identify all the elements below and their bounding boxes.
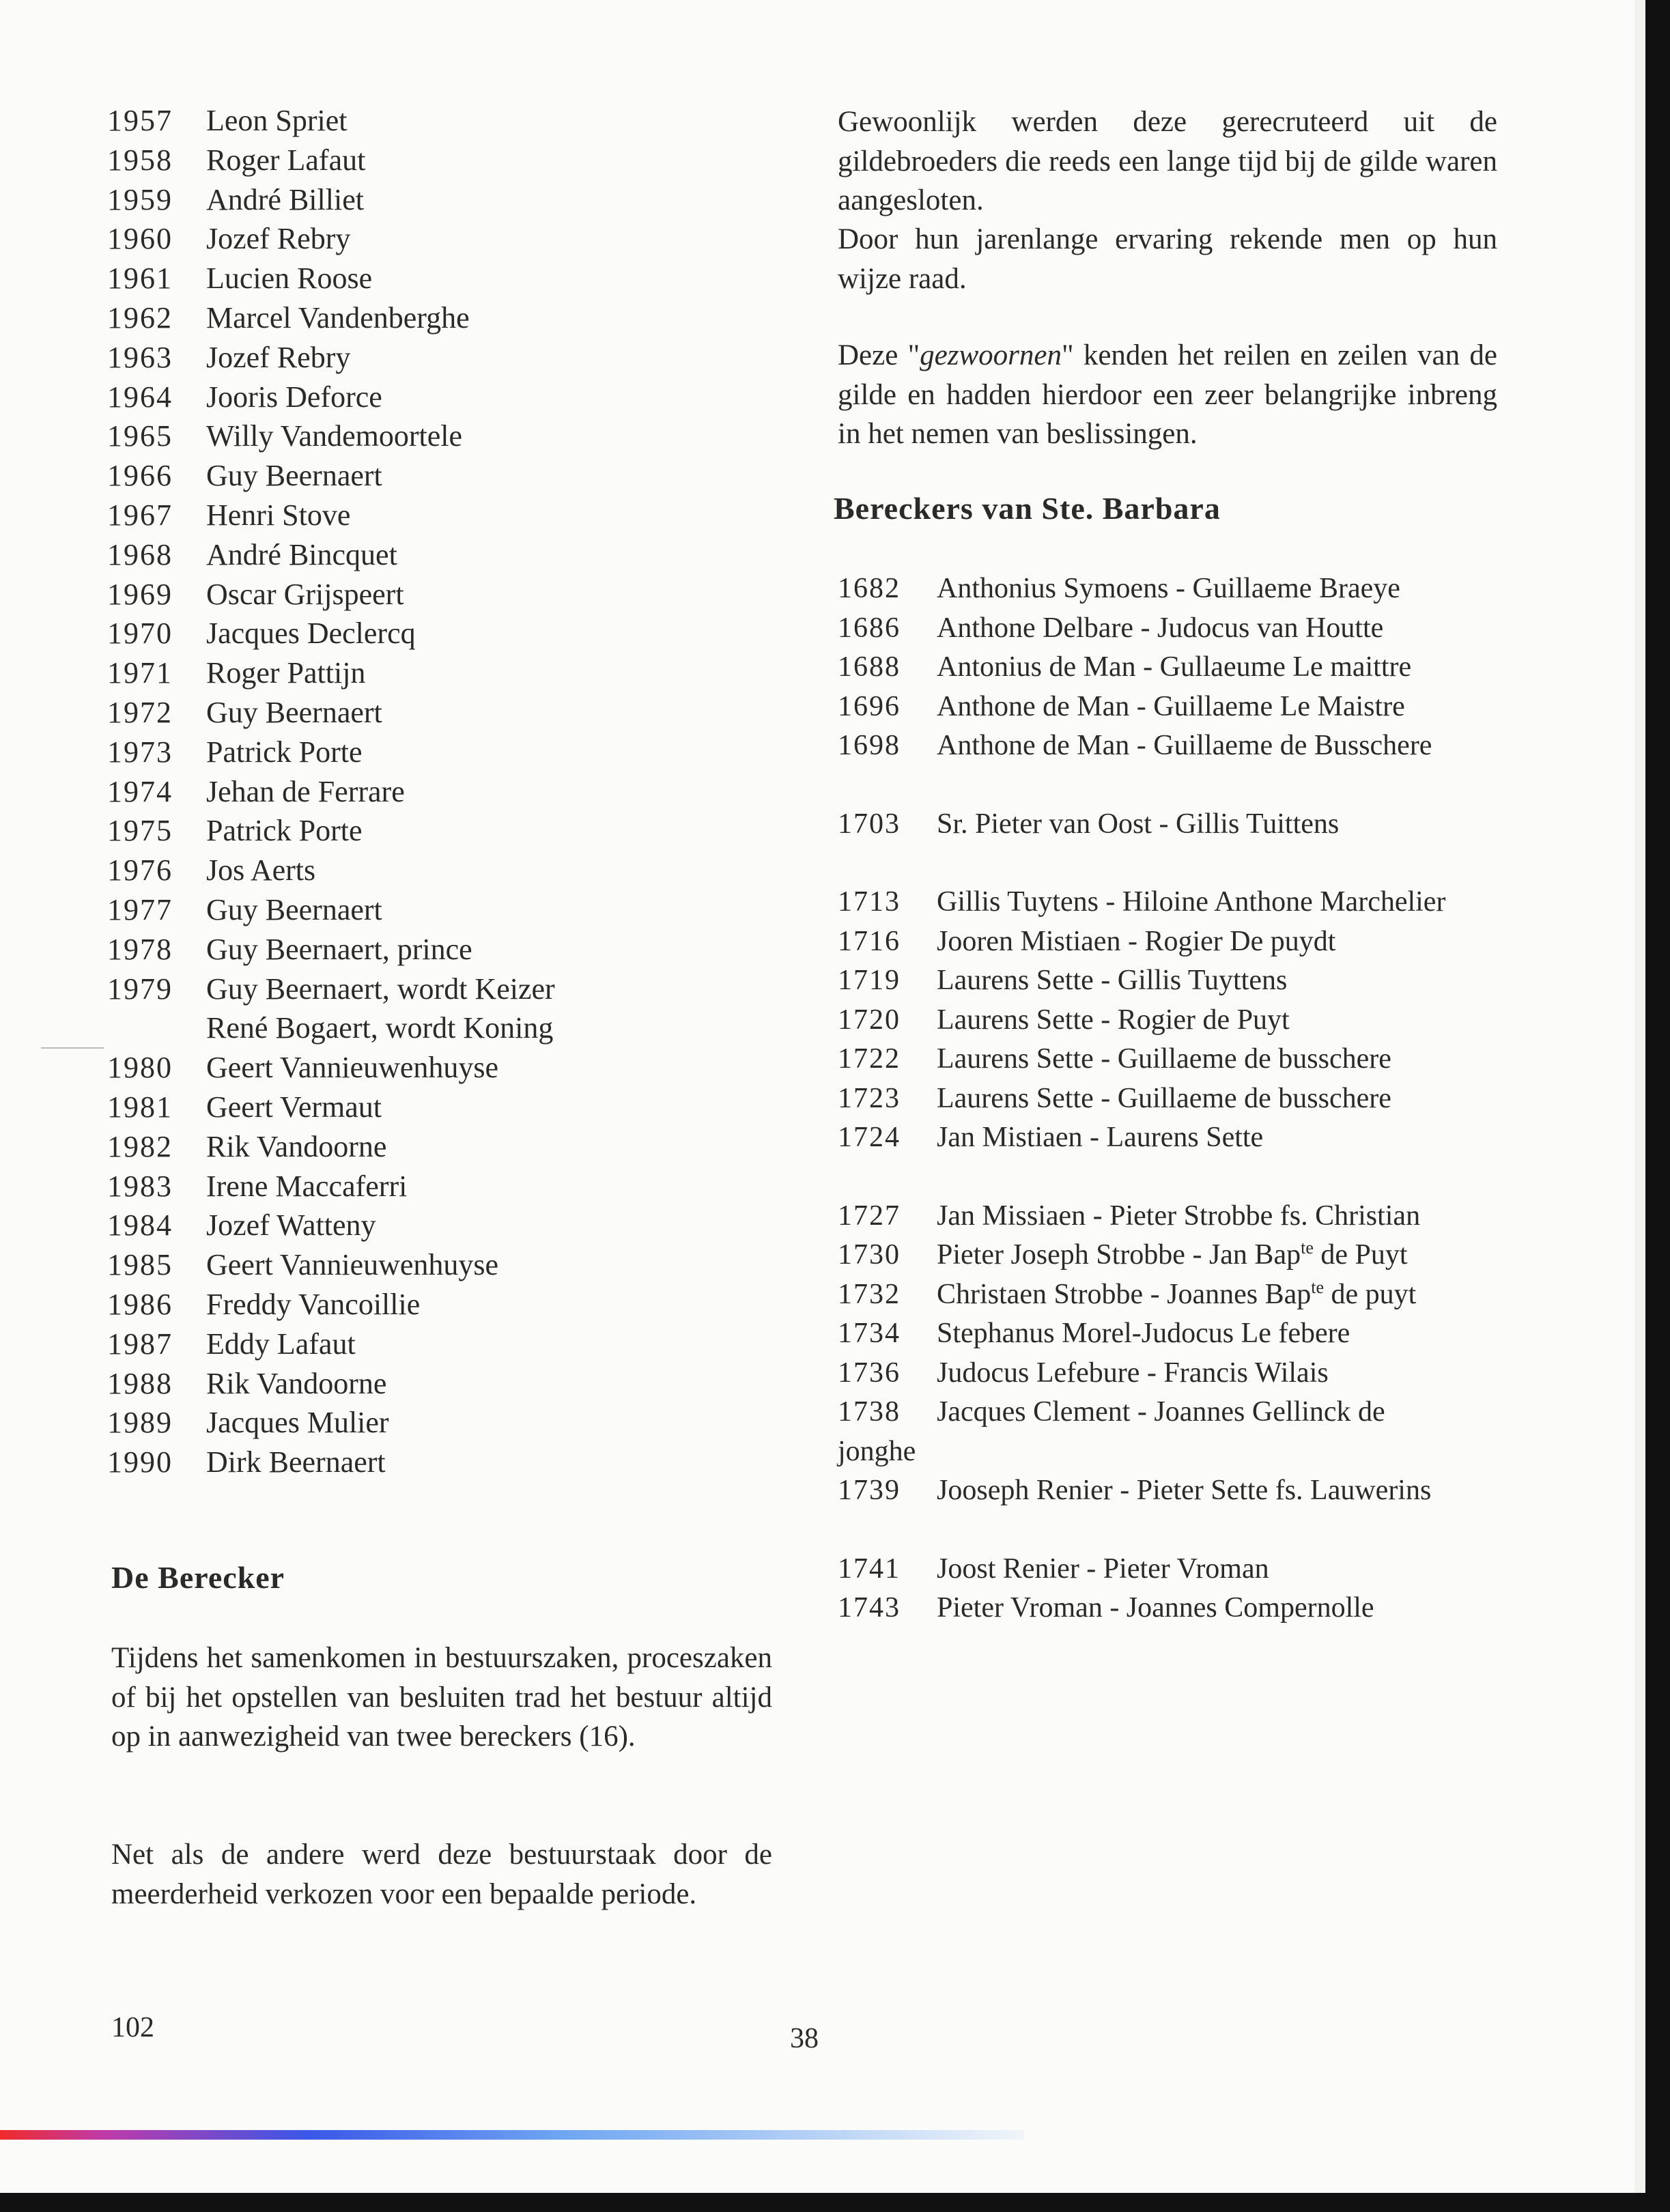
list-item-year: 1696 [838,690,901,722]
list-item-name: Guy Beernaert [206,892,382,926]
list-item [107,1285,722,1324]
berecker-paragraph-2: Net als de andere werd deze bestuurstaak door de meerderheid verkozen voor een bepaalde periode. [111,1839,772,1910]
list-item-name: Sr. Pieter van Oost - Gillis Tuittens [937,808,1340,840]
intro-paragraph-2: Door hun jarenlange ervaring rekende men op hun wijze raad. [838,223,1497,295]
list-item-year: 1688 [838,651,901,683]
list-item [838,726,1497,766]
list-item-name: Henri Stove [206,498,351,532]
list-item [107,772,722,812]
list-item-name: André Billiet [206,182,364,216]
list-item [107,141,722,180]
barbara-group-5 [838,1550,1497,1628]
list-item-year: 1957 [107,104,173,137]
year-list-part-1 [107,101,722,1008]
superscript: te [1301,1238,1314,1258]
scan-edge-bottom [0,2193,1670,2212]
list-item-year: 1966 [107,459,173,493]
list-item-year: 1739 [838,1475,901,1506]
list-item-name: Joost Renier - Pieter Vroman [937,1552,1269,1585]
list-item [107,930,722,969]
list-item [838,1275,1497,1315]
list-item-year: 1976 [107,853,173,888]
list-item [838,922,1497,962]
list-item [838,883,1497,922]
list-item-name: Laurens Sette - Rogier de Puyt [937,1004,1290,1036]
barbara-group-2 [838,805,1497,845]
list-item [838,961,1497,1001]
list-item-year: 1980 [107,1051,173,1085]
heading-bereckers-barbara: Bereckers van Ste. Barbara [834,491,1221,526]
year-list-continuation: René Bogaert, wordt Koning [206,1011,554,1045]
list-item-year: 1983 [107,1169,173,1203]
stray-mark [41,1047,104,1049]
list-item-name: Jooseph Renier - Pieter Sette fs. Lauwerins [937,1475,1432,1506]
intro-paragraph-3 [838,336,1497,454]
page-number-center: 38 [790,2023,819,2054]
list-item-year: 1958 [107,143,173,177]
list-item-name: Jan Mistiaen - Laurens Sette [937,1122,1264,1153]
spacer [838,1511,1497,1550]
list-item-year: 1963 [107,340,173,374]
list-item-name: Jacques Declercq [206,616,416,651]
list-item-year: 1974 [107,774,173,808]
list-item-year: 1984 [107,1208,173,1243]
list-item [838,1001,1497,1040]
list-item-name: Rik Vandoorne [206,1366,387,1400]
list-item [107,1088,722,1127]
list-item-name: Jan Missiaen - Pieter Strobbe fs. Christian [937,1200,1421,1232]
name-part: Pieter Joseph Strobbe - Jan Bap [937,1239,1301,1271]
list-item-year: 1988 [107,1366,173,1400]
list-item-name: Judocus Lefebure - Francis Wilais [937,1357,1329,1389]
list-item [107,693,722,733]
list-item [107,219,722,259]
heading-de-berecker: De Berecker [111,1560,285,1595]
list-item-year: 1985 [107,1248,173,1282]
list-item-year: 1975 [107,814,173,848]
list-item [838,805,1497,845]
list-item [838,1040,1497,1079]
superscript: te [1311,1277,1325,1297]
list-item-year: 1727 [838,1200,901,1232]
barbara-group-1 [838,569,1497,766]
list-item [107,890,722,930]
list-item-year: 1686 [838,612,901,644]
list-item-year: 1743 [838,1592,901,1623]
list-item [838,1079,1497,1119]
list-item-year: 1734 [838,1318,901,1349]
list-item-overhang [838,1432,1497,1472]
page-number-left: 102 [111,2012,154,2043]
list-item-name: Geert Vermaut [206,1090,382,1124]
list-item [838,1197,1497,1236]
overhang-text: jonghe [838,1435,916,1467]
list-item [107,1167,722,1206]
list-item [107,338,722,378]
list-item [107,496,722,535]
list-item-year: 1732 [838,1278,901,1310]
list-item [107,614,722,653]
list-item-year: 1741 [838,1552,901,1585]
list-item [838,1236,1497,1275]
list-item-name: Anthone de Man - Guillaeme Le Maistre [937,690,1405,722]
year-list-part-2 [107,1048,722,1482]
list-item-year: 1960 [107,222,173,256]
list-item-year: 1730 [838,1239,901,1271]
list-item-name: Geert Vannieuwenhuyse [206,1051,499,1085]
scan-edge-right [1645,0,1670,2212]
list-item [107,180,722,220]
spacer [838,844,1497,883]
list-item-name: Roger Pattijn [206,656,366,690]
list-item-name: André Bincquet [206,537,397,571]
list-item [107,969,722,1009]
list-item [838,648,1497,687]
list-item-year: 1722 [838,1043,901,1075]
list-item-year: 1989 [107,1406,173,1440]
list-item-year: 1724 [838,1122,901,1153]
list-item-year: 1967 [107,498,173,532]
spacer [838,766,1497,805]
list-item-year: 1961 [107,261,173,296]
list-item-name: Guy Beernaert, wordt Keizer [206,972,555,1006]
list-item [107,733,722,772]
list-item [107,416,722,456]
list-item-name: Jozef Rebry [206,340,351,374]
list-item-year: 1682 [838,573,901,604]
list-item-name: Pieter Vroman - Joannes Compernolle [937,1592,1374,1623]
list-item-year: 1973 [107,735,173,769]
list-item-year: 1972 [107,695,173,729]
list-item [107,1324,722,1364]
list-item-name: Dirk Beernaert [206,1445,386,1479]
list-item-name: Rik Vandoorne [206,1129,387,1163]
list-item-name: Roger Lafaut [206,143,366,177]
list-item-name: Freddy Vancoillie [206,1287,421,1321]
list-item [107,851,722,890]
list-item-year: 1723 [838,1082,901,1114]
list-item-name: Laurens Sette - Guillaeme de busschere [937,1082,1391,1114]
list-item-name: Gillis Tuytens - Hiloine Anthone Marchelier [937,886,1446,918]
list-item-year: 1962 [107,300,173,335]
list-item-year: 1982 [107,1129,173,1163]
list-item [107,456,722,496]
year-list-left [107,101,722,1482]
list-item-year: 1990 [107,1445,173,1479]
list-item [107,811,722,851]
list-item-year: 1977 [107,892,173,926]
list-item-name: Stephanus Morel-Judocus Le febere [937,1318,1350,1349]
list-item [107,1403,722,1443]
list-item [107,1048,722,1088]
list-item-name: Willy Vandemoortele [206,419,462,453]
list-item-name: Laurens Sette - Guillaeme de busschere [937,1043,1391,1075]
name-part: Christaen Strobbe - Joannes Bap [937,1278,1312,1310]
list-item-name [937,1236,1497,1275]
spacer [838,1158,1497,1197]
list-item-name: Anthonius Symoens - Guillaeme Braeye [937,573,1400,604]
list-item-name: Laurens Sette - Gillis Tuyttens [937,965,1288,996]
list-item-name: Leon Spriet [206,104,348,137]
list-item-name: Antonius de Man - Gullaeume Le maittre [937,651,1412,683]
list-item-name: Jooren Mistiaen - Rogier De puydt [937,925,1336,957]
list-item [838,609,1497,649]
list-item [107,101,722,141]
list-item-year: 1970 [107,616,173,651]
list-item-year: 1716 [838,925,901,957]
list-item-year: 1719 [838,965,901,996]
list-item-year: 1736 [838,1357,901,1389]
list-item-name: Oscar Grijspeert [206,577,404,611]
list-item-name: Geert Vannieuwenhuyse [206,1248,499,1282]
list-item-year: 1713 [838,886,901,918]
list-item-name: Guy Beernaert [206,695,382,729]
list-item-year: 1965 [107,419,173,453]
list-item [107,575,722,614]
list-item-name: Jozef Rebry [206,222,351,256]
list-item [838,1471,1497,1511]
list-item [107,259,722,298]
list-item-name: Irene Maccaferri [206,1169,408,1203]
list-item-name: Marcel Vandenberghe [206,300,470,335]
intro-p3-after: " kenden het reilen en zeilen van de gilde en hadden hierdoor een zeer belangrijke inbreng in het nemen van beslissingen. [838,339,1497,450]
list-item [107,298,722,338]
intro-p3-italic: gezwoornen [920,339,1062,371]
list-item-name: Jacques Mulier [206,1406,389,1440]
scan-edge-light [1634,0,1645,2212]
list-item [107,1127,722,1167]
list-item-year: 1720 [838,1004,901,1036]
berecker-paragraph-1: Tijdens het samenkomen in bestuurszaken, proceszaken of bij het opstellen van besluiten trad het bestuur altijd op in aanwezigheid van twee bereckers (16). [111,1642,772,1753]
list-item-year: 1964 [107,380,173,414]
list-item [838,1314,1497,1354]
list-item-name: Jozef Watteny [206,1208,376,1243]
list-item [838,1589,1497,1628]
list-item [838,569,1497,609]
list-item [107,1206,722,1245]
list-item-year: 1698 [838,730,901,761]
list-item [107,535,722,575]
list-item-name [937,1275,1497,1315]
list-item-year: 1986 [107,1287,173,1321]
list-item [107,653,722,693]
barbara-group-3 [838,883,1497,1158]
year-list-right [838,569,1497,1628]
list-item [107,378,722,417]
list-item [107,1443,722,1482]
list-item-name: Jos Aerts [206,853,316,888]
list-item-name: Patrick Porte [206,735,363,769]
list-item-name: Guy Beernaert, prince [206,932,472,966]
list-item-name: Jehan de Ferrare [206,774,405,808]
list-item [838,1118,1497,1158]
intro-p3-before: Deze " [838,339,920,371]
list-item-year: 1969 [107,577,173,611]
list-item-name: Patrick Porte [206,814,363,848]
list-item [838,687,1497,727]
list-item-name: Jooris Deforce [206,380,382,414]
list-item-name: Guy Beernaert [206,459,382,493]
list-item [838,1550,1497,1589]
list-item-year: 1703 [838,808,901,840]
list-item-year: 1971 [107,656,173,690]
intro-paragraph-1: Gewoonlijk werden deze gerecruteerd uit de gildebroeders die reeds een lange tijd bij de gilde waren aangesloten. [838,106,1497,216]
list-item-year: 1981 [107,1090,173,1124]
list-item-name: Anthone Delbare - Judocus van Houtte [937,612,1384,644]
list-item-year: 1979 [107,972,173,1006]
name-part: de puyt [1324,1278,1417,1310]
list-item [838,1393,1497,1432]
list-item-year: 1738 [838,1396,901,1428]
list-item-name: Lucien Roose [206,261,373,296]
list-item-name: Anthone de Man - Guillaeme de Busschere [937,730,1432,761]
scan-color-strip [0,2130,1024,2140]
list-item-name: Eddy Lafaut [206,1327,356,1361]
list-item [838,1354,1497,1393]
list-item-name: Jacques Clement - Joannes Gellinck de [937,1396,1385,1428]
list-item-year: 1987 [107,1327,173,1361]
list-item-year: 1959 [107,182,173,216]
list-item-year: 1978 [107,932,173,966]
list-item [107,1245,722,1285]
list-item [107,1364,722,1404]
list-item-year: 1968 [107,537,173,571]
name-part: de Puyt [1313,1239,1408,1271]
